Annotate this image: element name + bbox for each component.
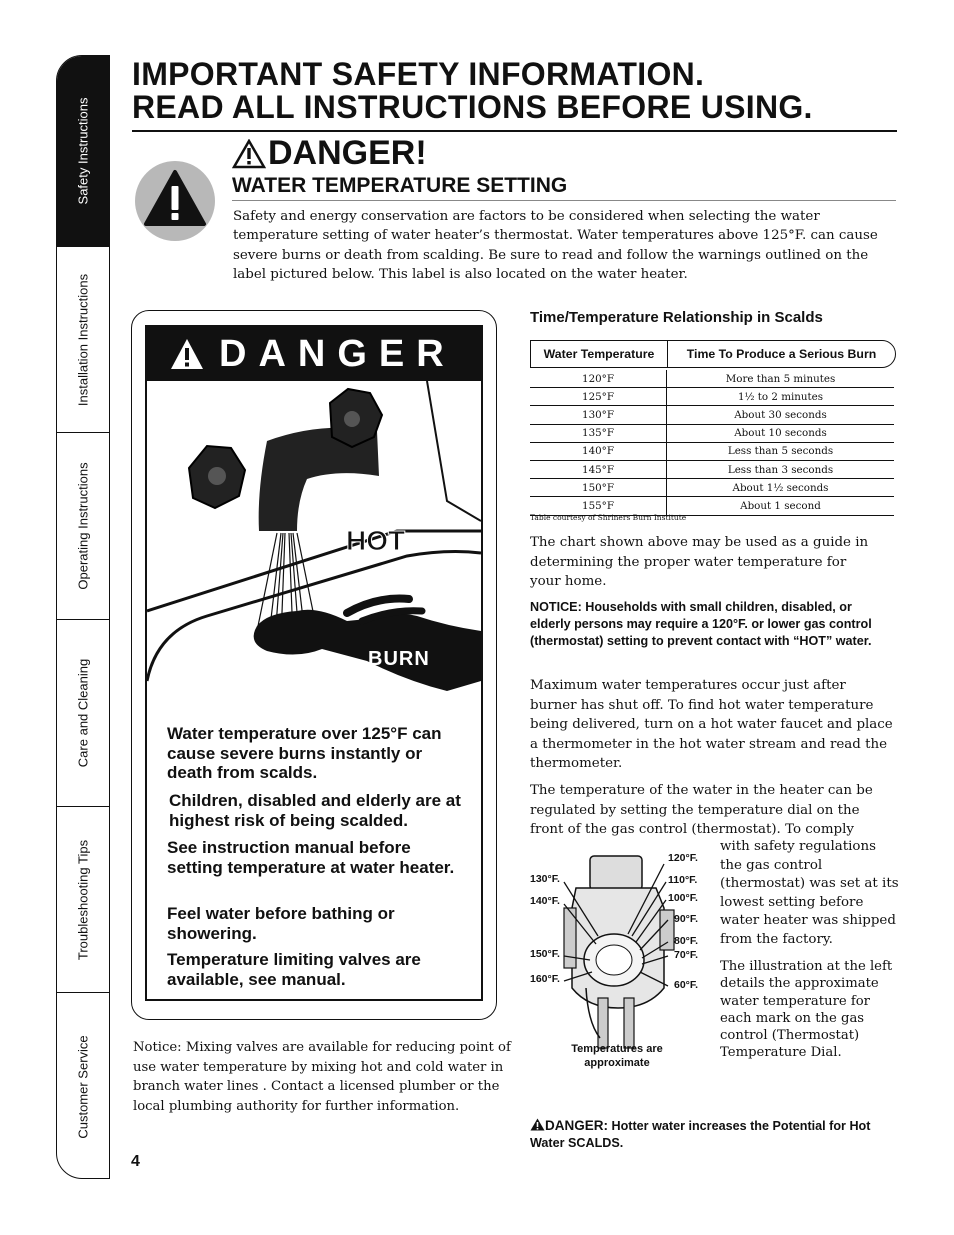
table-row: 130°F About 30 seconds xyxy=(530,406,894,424)
danger-footer-text: Hotter water increases the Potential for Hot Water SCALDS. xyxy=(530,1119,871,1150)
illustration-paragraph: The illustration at the left details the approximate water temperature for each mark on the gas control (Thermostat) Temperature Dial. xyxy=(720,959,893,1061)
tab-installation-instructions[interactable]: Installation Instructions xyxy=(57,246,109,432)
table-header xyxy=(530,340,896,368)
chart-guide-paragraph: The chart shown above may be used as a guide in determining the proper water temperature for your home. xyxy=(530,535,869,589)
dial-label: 120°F. xyxy=(668,852,698,864)
dial-caption: Temperatures are approximate xyxy=(571,1043,663,1069)
warning-triangle-icon xyxy=(169,337,205,371)
table-title: Time/Temperature Relationship in Scalds xyxy=(530,309,823,326)
table-row: 155°F About 1 second xyxy=(530,497,894,515)
dial-label: 80°F. xyxy=(674,935,699,947)
danger-footer-note xyxy=(530,1117,890,1152)
table-row: 140°F Less than 5 seconds xyxy=(530,443,894,461)
table-credit: Table courtesy of Shriners Burn Institute xyxy=(530,513,687,522)
table-row: 145°F Less than 3 seconds xyxy=(530,461,894,479)
danger-heading xyxy=(232,134,427,173)
tab-troubleshooting-tips[interactable]: Troubleshooting Tips xyxy=(57,806,109,992)
label-warning-4: Feel water before bathing or showering. xyxy=(167,904,395,943)
warning-circle-icon xyxy=(134,160,216,242)
burn-label: BURN xyxy=(368,648,430,670)
warning-triangle-icon xyxy=(232,139,266,169)
page-number: 4 xyxy=(131,1153,140,1170)
label-warning-2: Children, disabled and elderly are at highest risk of being scalded. xyxy=(169,791,461,830)
dial-label: 90°F. xyxy=(674,913,699,925)
dial-label: 100°F. xyxy=(668,892,698,904)
tab-care-and-cleaning[interactable]: Care and Cleaning xyxy=(57,619,109,806)
label-warning-3: See instruction manual before setting temperature at water heater. xyxy=(167,838,455,877)
max-temperature-paragraph: Maximum water temperatures occur just after burner has shut off. To find hot water temperature being delivered, turn on a hot water faucet and place a thermometer in the hot water stream and read the thermometer. xyxy=(530,678,893,771)
dial-label: 60°F. xyxy=(674,979,699,991)
danger-label-banner xyxy=(147,327,481,381)
warning-triangle-icon xyxy=(530,1118,545,1131)
dial-label: 130°F. xyxy=(530,873,560,885)
danger-label-banner-text: DANGER xyxy=(219,332,456,375)
table-row: 120°F More than 5 minutes xyxy=(530,370,894,388)
hot-label: HOT xyxy=(346,525,406,556)
table-row: 125°F 1½ to 2 minutes xyxy=(530,388,894,406)
label-warning-5: Temperature limiting valves are available, see manual. xyxy=(167,950,421,989)
table-header-water-temperature: Water Temperature xyxy=(531,341,668,367)
table-row: 150°F About 1½ seconds xyxy=(530,479,894,497)
dial-label: 70°F. xyxy=(674,949,699,961)
dial-label: 150°F. xyxy=(530,948,560,960)
hot-water-faucet-illustration xyxy=(147,381,481,707)
tab-customer-service[interactable]: Customer Service xyxy=(57,992,109,1179)
regulation-paragraph: The temperature of the water in the heater can be regulated by setting the temperature dial on the front of the gas control (thermostat). To comply xyxy=(530,783,873,837)
label-warning-1: Water temperature over 125°F can cause severe burns instantly or death from scalds. xyxy=(167,724,442,782)
danger-footer-lead: DANGER: xyxy=(545,1118,608,1133)
section-title: WATER TEMPERATURE SETTING xyxy=(232,174,568,197)
safety-regulation-paragraph: with safety regulations the gas control (thermostat) was set at its lowest setting before water heater was shipped from the factory. xyxy=(720,839,899,947)
tab-safety-instructions[interactable]: Safety Instructions xyxy=(57,56,109,246)
dial-label: 160°F. xyxy=(530,973,560,985)
intro-paragraph: Safety and energy conservation are factors to be considered when selecting the water temperature setting of water heater’s thermostat. Water temperatures above 125°F. can cause severe burns or death from scalding. Be sure to read and follow the warnings outlined on the label pictured below. This label is also located on the water heater. xyxy=(233,209,878,282)
page-title-line-2: READ ALL INSTRUCTIONS BEFORE USING. xyxy=(132,89,813,125)
tab-operating-instructions[interactable]: Operating Instructions xyxy=(57,432,109,619)
table-row: 135°F About 10 seconds xyxy=(530,425,894,443)
page-title-line-1: IMPORTANT SAFETY INFORMATION. xyxy=(132,56,705,92)
dial-label: 140°F. xyxy=(530,895,560,907)
page-title xyxy=(132,58,897,132)
mixing-valves-notice: Notice: Mixing valves are available for reducing point of use water temperature by mixing hot and cold water in branch water lines . Contact a licensed plumber or the local plumbing authority for further information. xyxy=(133,1040,511,1114)
dial-label: 110°F. xyxy=(668,874,698,886)
side-tab-bar xyxy=(56,55,110,1179)
danger-heading-text: DANGER! xyxy=(268,134,427,172)
households-notice: NOTICE: Households with small children, disabled, or elderly persons may require a 120°F. or lower gas control (thermostat) setting to prevent contact with “HOT” water. xyxy=(530,600,872,648)
section-divider xyxy=(232,200,896,201)
scald-table xyxy=(530,370,894,516)
table-header-burn-time: Time To Produce a Serious Burn xyxy=(686,347,877,361)
